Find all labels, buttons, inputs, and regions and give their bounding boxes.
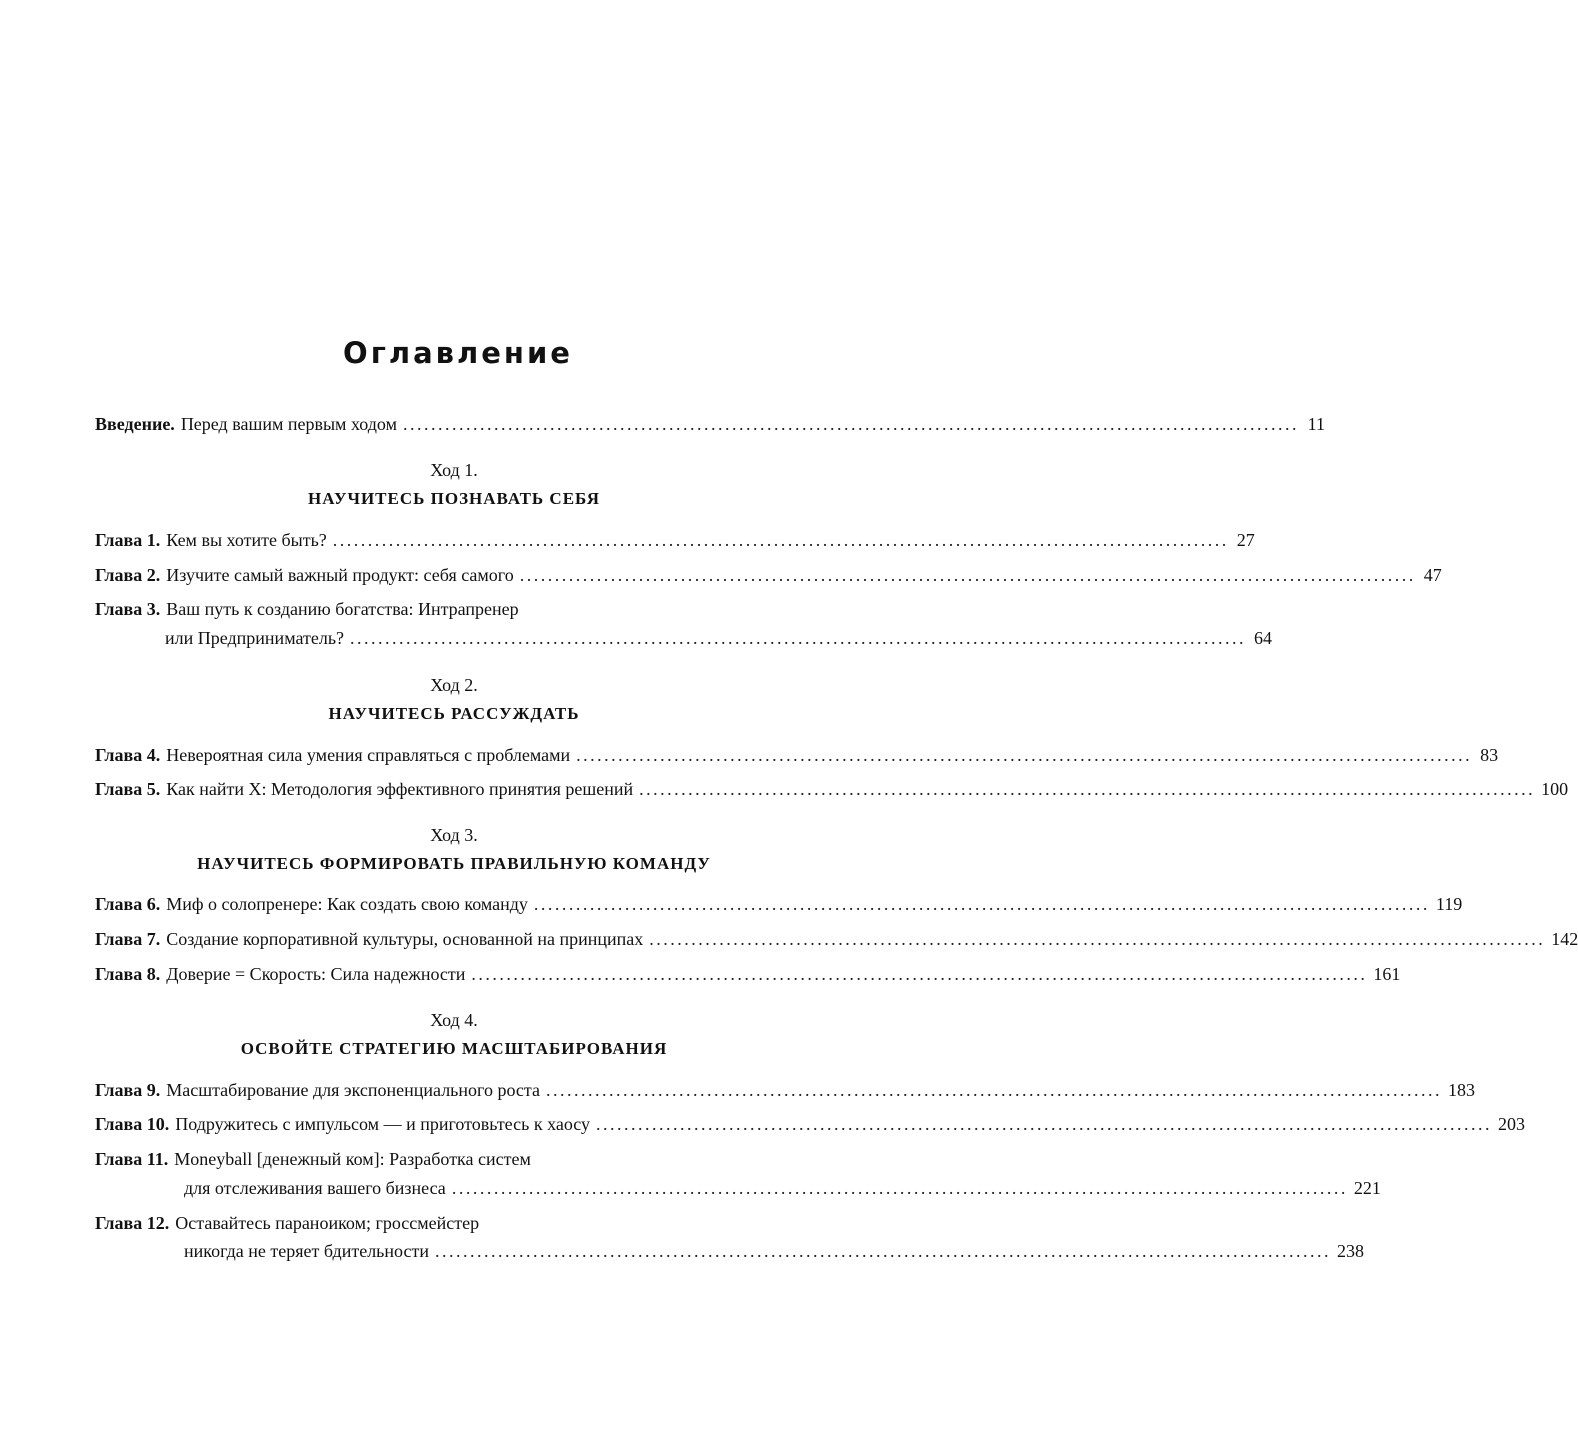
toc-entry-chapter-10[interactable] — [95, 1112, 1526, 1136]
chapter-title: Подружитесь с импульсом — и приготовьтесь к хаосу — [175, 1114, 591, 1134]
chapter-label: Глава 5. — [95, 779, 161, 799]
section-move-2: Ход 2. — [430, 675, 478, 695]
toc-entry-intro[interactable] — [95, 412, 1325, 436]
toc-entry-chapter-12[interactable] — [95, 1211, 813, 1235]
chapter-title: Ваш путь к созданию богатства: Интрапренер — [166, 599, 519, 619]
section-title-1: НАУЧИТЕСЬ ПОЗНАВАТЬ СЕБЯ — [308, 489, 600, 508]
chapter-page-number: 47 — [1423, 565, 1442, 585]
section-title-4: ОСВОЙТЕ СТРАТЕГИЮ МАСШТАБИРОВАНИЯ — [240, 1039, 668, 1058]
leader-dots: ................................................................................................................................ — [545, 1080, 1442, 1100]
chapter-title-continued: никогда не теряет бдительности — [184, 1241, 429, 1261]
toc-entry-chapter-3-continued[interactable] — [165, 626, 1273, 650]
intro-label: Введение. — [95, 414, 175, 434]
chapter-page-number: 142 — [1551, 929, 1578, 949]
chapter-label: Глава 11. — [95, 1149, 169, 1169]
section-move-1: Ход 1. — [430, 460, 478, 480]
leader-dots: ................................................................................................................................ — [451, 1178, 1348, 1198]
leader-dots: ................................................................................................................................ — [533, 894, 1430, 914]
leader-dots: ................................................................................................................................ — [471, 964, 1368, 984]
chapter-label: Глава 3. — [95, 599, 161, 619]
toc-entry-chapter-9[interactable] — [95, 1078, 1475, 1102]
chapter-title: Moneyball [денежный ком]: Разработка систем — [174, 1149, 531, 1169]
leader-dots: ................................................................................................................................ — [596, 1114, 1493, 1134]
chapter-title: Оставайтесь параноиком; гроссмейстер — [175, 1213, 480, 1233]
toc-entry-chapter-1[interactable] — [95, 528, 1255, 552]
toc-entry-chapter-2[interactable] — [95, 563, 1442, 587]
chapter-title: Масштабирование для экспоненциального роста — [166, 1080, 540, 1100]
section-title-2: НАУЧИТЕСЬ РАССУЖДАТЬ — [328, 704, 580, 723]
chapter-page-number: 203 — [1498, 1114, 1526, 1134]
chapter-page-number: 238 — [1336, 1241, 1364, 1261]
leader-dots: ................................................................................................................................ — [402, 414, 1299, 434]
chapter-page-number: 183 — [1447, 1080, 1475, 1100]
leader-dots: ................................................................................................................................ — [434, 1241, 1331, 1261]
chapter-page-number: 221 — [1353, 1178, 1381, 1198]
chapter-title: Доверие = Скорость: Сила надежности — [166, 964, 466, 984]
chapter-title: Как найти X: Методология эффективного принятия решений — [166, 779, 634, 799]
leader-dots: ................................................................................................................................ — [332, 530, 1229, 550]
chapter-page-number: 27 — [1236, 530, 1255, 550]
section-move-3: Ход 3. — [430, 825, 478, 845]
chapter-page-number: 83 — [1480, 745, 1499, 765]
toc-entry-chapter-11-continued[interactable] — [184, 1176, 1381, 1200]
chapter-title: Создание корпоративной культуры, основанной на принципах — [166, 929, 644, 949]
chapter-label: Глава 6. — [95, 894, 161, 914]
toc-entry-chapter-12-continued[interactable] — [184, 1239, 1364, 1263]
chapter-label: Глава 9. — [95, 1080, 161, 1100]
chapter-label: Глава 12. — [95, 1213, 170, 1233]
leader-dots: ................................................................................................................................ — [519, 565, 1416, 585]
chapter-label: Глава 4. — [95, 745, 161, 765]
toc-entry-chapter-3[interactable] — [95, 597, 813, 621]
section-title-3: НАУЧИТЕСЬ ФОРМИРОВАТЬ ПРАВИЛЬНУЮ КОМАНДУ — [197, 854, 711, 873]
leader-dots: ................................................................................................................................ — [576, 745, 1473, 765]
chapter-title: Миф о солопренере: Как создать свою команду — [166, 894, 528, 914]
leader-dots: ................................................................................................................................ — [649, 929, 1546, 949]
intro-page-number: 11 — [1307, 414, 1325, 434]
chapter-page-number: 100 — [1541, 779, 1569, 799]
chapter-label: Глава 8. — [95, 964, 161, 984]
chapter-title: Кем вы хотите быть? — [166, 530, 327, 550]
section-move-4: Ход 4. — [430, 1010, 478, 1030]
chapter-label: Глава 2. — [95, 565, 161, 585]
chapter-title-continued: для отслеживания вашего бизнеса — [184, 1178, 446, 1198]
chapter-title: Невероятная сила умения справляться с проблемами — [166, 745, 571, 765]
leader-dots: ................................................................................................................................ — [350, 628, 1247, 648]
toc-entry-chapter-5[interactable] — [95, 777, 1569, 801]
chapter-page-number: 119 — [1435, 894, 1463, 914]
chapter-title-continued: или Предприниматель? — [165, 628, 345, 648]
chapter-label: Глава 7. — [95, 929, 161, 949]
toc-entry-chapter-11[interactable] — [95, 1147, 813, 1171]
toc-entry-chapter-4[interactable] — [95, 743, 1499, 767]
intro-title: Перед вашим первым ходом — [180, 414, 397, 434]
toc-entry-chapter-6[interactable] — [95, 892, 1463, 916]
chapter-page-number: 161 — [1373, 964, 1401, 984]
chapter-title: Изучите самый важный продукт: себя самого — [166, 565, 514, 585]
page-title: Оглавление — [343, 336, 573, 370]
chapter-label: Глава 1. — [95, 530, 161, 550]
toc-entry-chapter-7[interactable] — [95, 927, 1578, 951]
toc-entry-chapter-8[interactable] — [95, 962, 1401, 986]
chapter-label: Глава 10. — [95, 1114, 170, 1134]
chapter-page-number: 64 — [1254, 628, 1273, 648]
leader-dots: ................................................................................................................................ — [639, 779, 1536, 799]
